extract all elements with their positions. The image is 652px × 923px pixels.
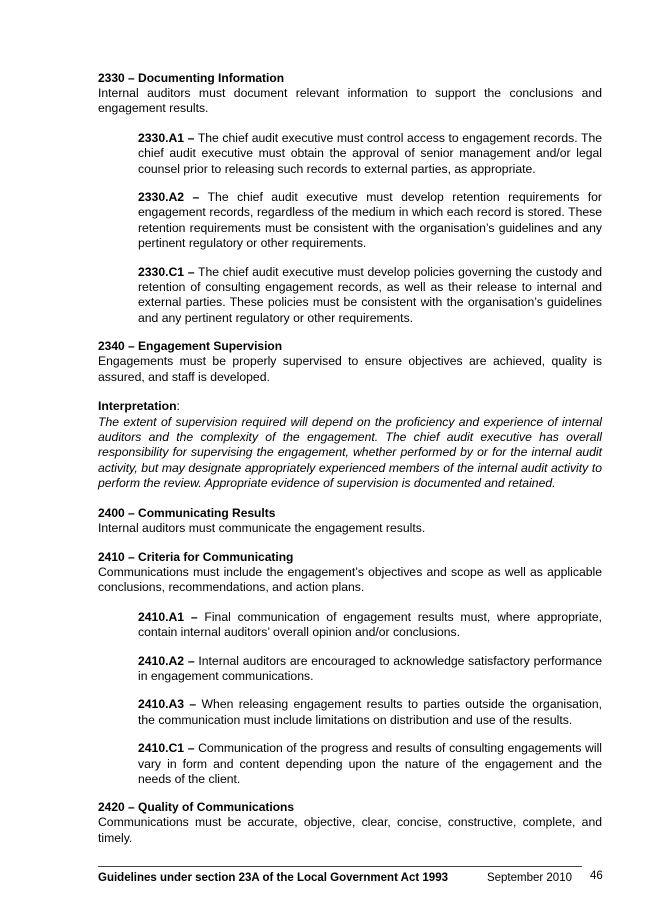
standard-code: 2330.C1 –: [138, 264, 195, 279]
standard-text: The chief audit executive must control access to engagement records. The chief audit executive must obtain the approval of senior management and/or legal counsel prior to releasing such records to external parties, as appropriate.: [138, 130, 602, 176]
standard-text: When releasing engagement results to parties outside the organisation, the communication must include limitations on distribution and use of the results.: [138, 697, 602, 727]
standard-item-2330-c1: [138, 265, 602, 327]
footer-date: September 2010: [486, 872, 572, 884]
section-2400: [98, 506, 602, 536]
standard-text: Internal auditors are encouraged to acknowledge satisfactory performance in engagement communications.: [138, 653, 602, 683]
interpretation-text: The extent of supervision required will depend on the proficiency and experience of internal auditors and the complexity of the engagement. The chief audit executive has overall responsibility for supervising the engagement, whether performed by or for the internal audit activity, but may designate appropriately experienced members of the internal audit activity to perform the review. Appropriate evidence of supervision is documented and retained.: [98, 414, 602, 491]
standard-item-2330-a2: [138, 190, 602, 252]
standard-item-2410-a2: [138, 654, 602, 685]
standard-text: Final communication of engagement results must, where appropriate, contain internal auditors’ overall opinion and/or conclusions.: [138, 609, 602, 640]
standard-code: 2330.A2 –: [138, 190, 200, 205]
standard-item-2410-a3: [138, 697, 602, 728]
section-heading: 2420 – Quality of Communications: [98, 800, 295, 815]
interpretation-colon: :: [176, 399, 180, 414]
section-heading: 2330 – Documenting Information: [98, 71, 285, 85]
section-2330: [98, 71, 602, 117]
standard-code: 2330.A1 –: [138, 130, 195, 145]
section-body: Internal auditors must document relevant information to support the conclusions and engagement results.: [98, 86, 602, 116]
section-heading: 2400 – Communicating Results: [98, 505, 276, 520]
standard-text: The chief audit executive must develop retention requirements for engagement records, regardless of the medium in which each record is stored. These retention requirements must be consistent with the organisation’s guidelines and any pertinent regulatory or other requirements.: [138, 190, 602, 251]
standard-code: 2410.A3 –: [138, 697, 197, 712]
interpretation-block: [98, 399, 602, 491]
section-body: Communications must be accurate, objective, clear, concise, constructive, complete, and timely.: [98, 815, 602, 845]
standard-code: 2410.A1 –: [138, 609, 198, 624]
section-2410: [98, 550, 602, 596]
standard-text: Communication of the progress and results of consulting engagements will vary in form and content depending upon the nature of the engagement and the needs of the client.: [138, 741, 602, 786]
footer-title: Guidelines under section 23A of the Local Government Act 1993: [98, 872, 448, 884]
standard-item-2410-a1: [138, 610, 602, 641]
footer-divider: [98, 866, 582, 867]
section-2420: [98, 800, 602, 846]
standard-item-2410-c1: [138, 741, 602, 787]
section-body: Internal auditors must communicate the engagement results.: [98, 520, 426, 535]
section-body: Engagements must be properly supervised to ensure objectives are achieved, quality is assured, and staff is developed.: [98, 354, 602, 384]
standard-code: 2410.C1 –: [138, 741, 195, 756]
section-body: Communications must include the engagement’s objectives and scope as well as applicable conclusions, recommendations, and action plans.: [98, 564, 602, 595]
interpretation-label: Interpretation: [98, 399, 177, 414]
standard-item-2330-a1: [138, 131, 602, 177]
section-heading: 2340 – Engagement Supervision: [98, 339, 283, 354]
section-heading: 2410 – Criteria for Communicating: [98, 549, 294, 564]
standard-text: The chief audit executive must develop policies governing the custody and retention of consulting engagement records, as well as their release to internal and external parties. These policies must be consistent with the organisation’s guidelines and any pertinent regulatory or other requirements.: [138, 264, 602, 325]
standard-code: 2410.A2 –: [138, 653, 195, 668]
page-number: 46: [590, 870, 603, 882]
section-2340: [98, 339, 602, 385]
document-page: [98, 71, 602, 860]
